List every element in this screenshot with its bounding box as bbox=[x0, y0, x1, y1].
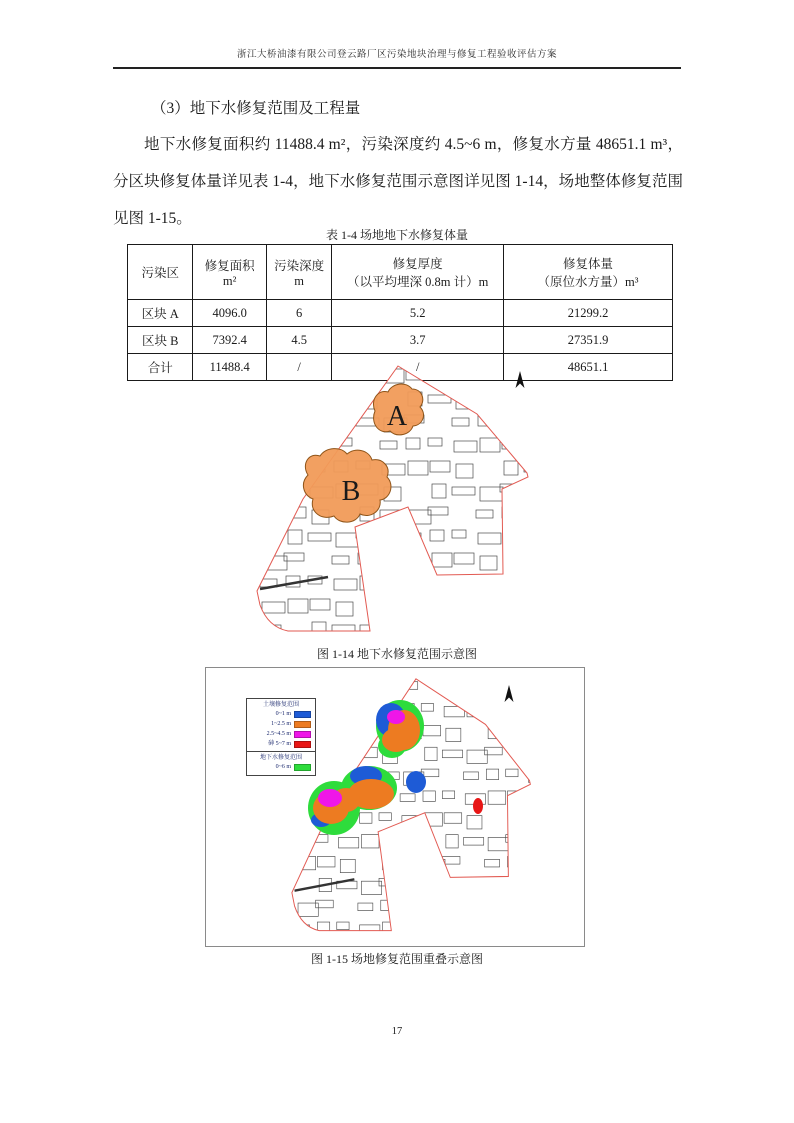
table-cell: 5.2 bbox=[332, 300, 504, 327]
table-header-cell: 污染区 bbox=[128, 245, 193, 300]
legend-item bbox=[247, 730, 315, 740]
map-legend bbox=[246, 698, 316, 776]
table-header-row bbox=[128, 245, 673, 300]
table-cell: / bbox=[266, 354, 331, 381]
legend-swatch bbox=[294, 711, 311, 718]
figure-caption-1-15: 图 1-15 场地修复范围重叠示意图 bbox=[311, 952, 483, 966]
legend-swatch bbox=[294, 741, 311, 748]
zone-a-label: A bbox=[386, 401, 408, 432]
north-arrow-icon bbox=[505, 685, 514, 702]
legend-item bbox=[247, 763, 315, 773]
table-cell: 4.5 bbox=[266, 327, 331, 354]
figure-caption-1-14: 图 1-14 地下水修复范围示意图 bbox=[317, 647, 477, 661]
table-cell: 11488.4 bbox=[193, 354, 267, 381]
table-cell: 区块 A bbox=[128, 300, 193, 327]
figure-box-1-15 bbox=[205, 667, 585, 947]
legend-item bbox=[247, 740, 315, 750]
table-cell: 21299.2 bbox=[504, 300, 673, 327]
zone-b-label: B bbox=[341, 476, 361, 507]
table-cell: 合计 bbox=[128, 354, 193, 381]
figure-map-1-14 bbox=[256, 363, 538, 644]
table-row bbox=[128, 300, 673, 327]
table-header-cell: 修复厚度 （以平均埋深 0.8m 计）m bbox=[332, 245, 504, 300]
table-cell: 7392.4 bbox=[193, 327, 267, 354]
legend-item-label: 0~1 m bbox=[275, 711, 291, 717]
legend-item-label: 1~2.5 m bbox=[271, 721, 291, 727]
table-cell: 3.7 bbox=[332, 327, 504, 354]
page-header bbox=[113, 46, 681, 69]
table-cell: 4096.0 bbox=[193, 300, 267, 327]
header-title: 浙江大桥油漆有限公司登云路厂区污染地块治理与修复工程验收评估方案 bbox=[236, 50, 557, 60]
legend-swatch bbox=[294, 731, 311, 738]
page-number: 17 bbox=[391, 1026, 403, 1037]
section-heading: （3）地下水修复范围及工程量 bbox=[151, 100, 361, 117]
legend-gw-title: 地下水修复范围 bbox=[259, 755, 302, 761]
table-row bbox=[128, 327, 673, 354]
legend-item-label: 0~6 m bbox=[275, 764, 291, 770]
table-cell: 区块 B bbox=[128, 327, 193, 354]
groundwater-volume-table bbox=[127, 244, 673, 381]
legend-item-label: 砷 5~7 m bbox=[268, 741, 291, 747]
table-cell: 27351.9 bbox=[504, 327, 673, 354]
legend-item bbox=[247, 710, 315, 720]
arsenic-depth-5-7-area bbox=[473, 798, 483, 814]
north-arrow-icon bbox=[516, 371, 525, 388]
table-cell: 48651.1 bbox=[504, 354, 673, 381]
table-cell: 6 bbox=[266, 300, 331, 327]
legend-item-label: 2.5~4.5 m bbox=[266, 731, 291, 737]
table-header-cell: 修复面积 m² bbox=[193, 245, 267, 300]
table-header-cell: 修复体量 （原位水方量）m³ bbox=[504, 245, 673, 300]
table-header-cell: 污染深度 m bbox=[266, 245, 331, 300]
body-paragraph: 地下水修复面积约 11488.4 m²，污染深度约 4.5~6 m，修复水方量 48651.1 m³，分区块修复体量详见表 1-4，地下水修复范围示意图详见图 1-14，场地整体修复范围见图 1-15。 bbox=[113, 136, 683, 227]
legend-item bbox=[247, 720, 315, 730]
table-cell: / bbox=[332, 354, 504, 381]
legend-swatch bbox=[294, 764, 311, 771]
legend-soil-title: 土壤修复范围 bbox=[262, 702, 299, 708]
table-caption: 表 1-4 场地地下水修复体量 bbox=[326, 228, 468, 242]
legend-swatch bbox=[294, 721, 311, 728]
